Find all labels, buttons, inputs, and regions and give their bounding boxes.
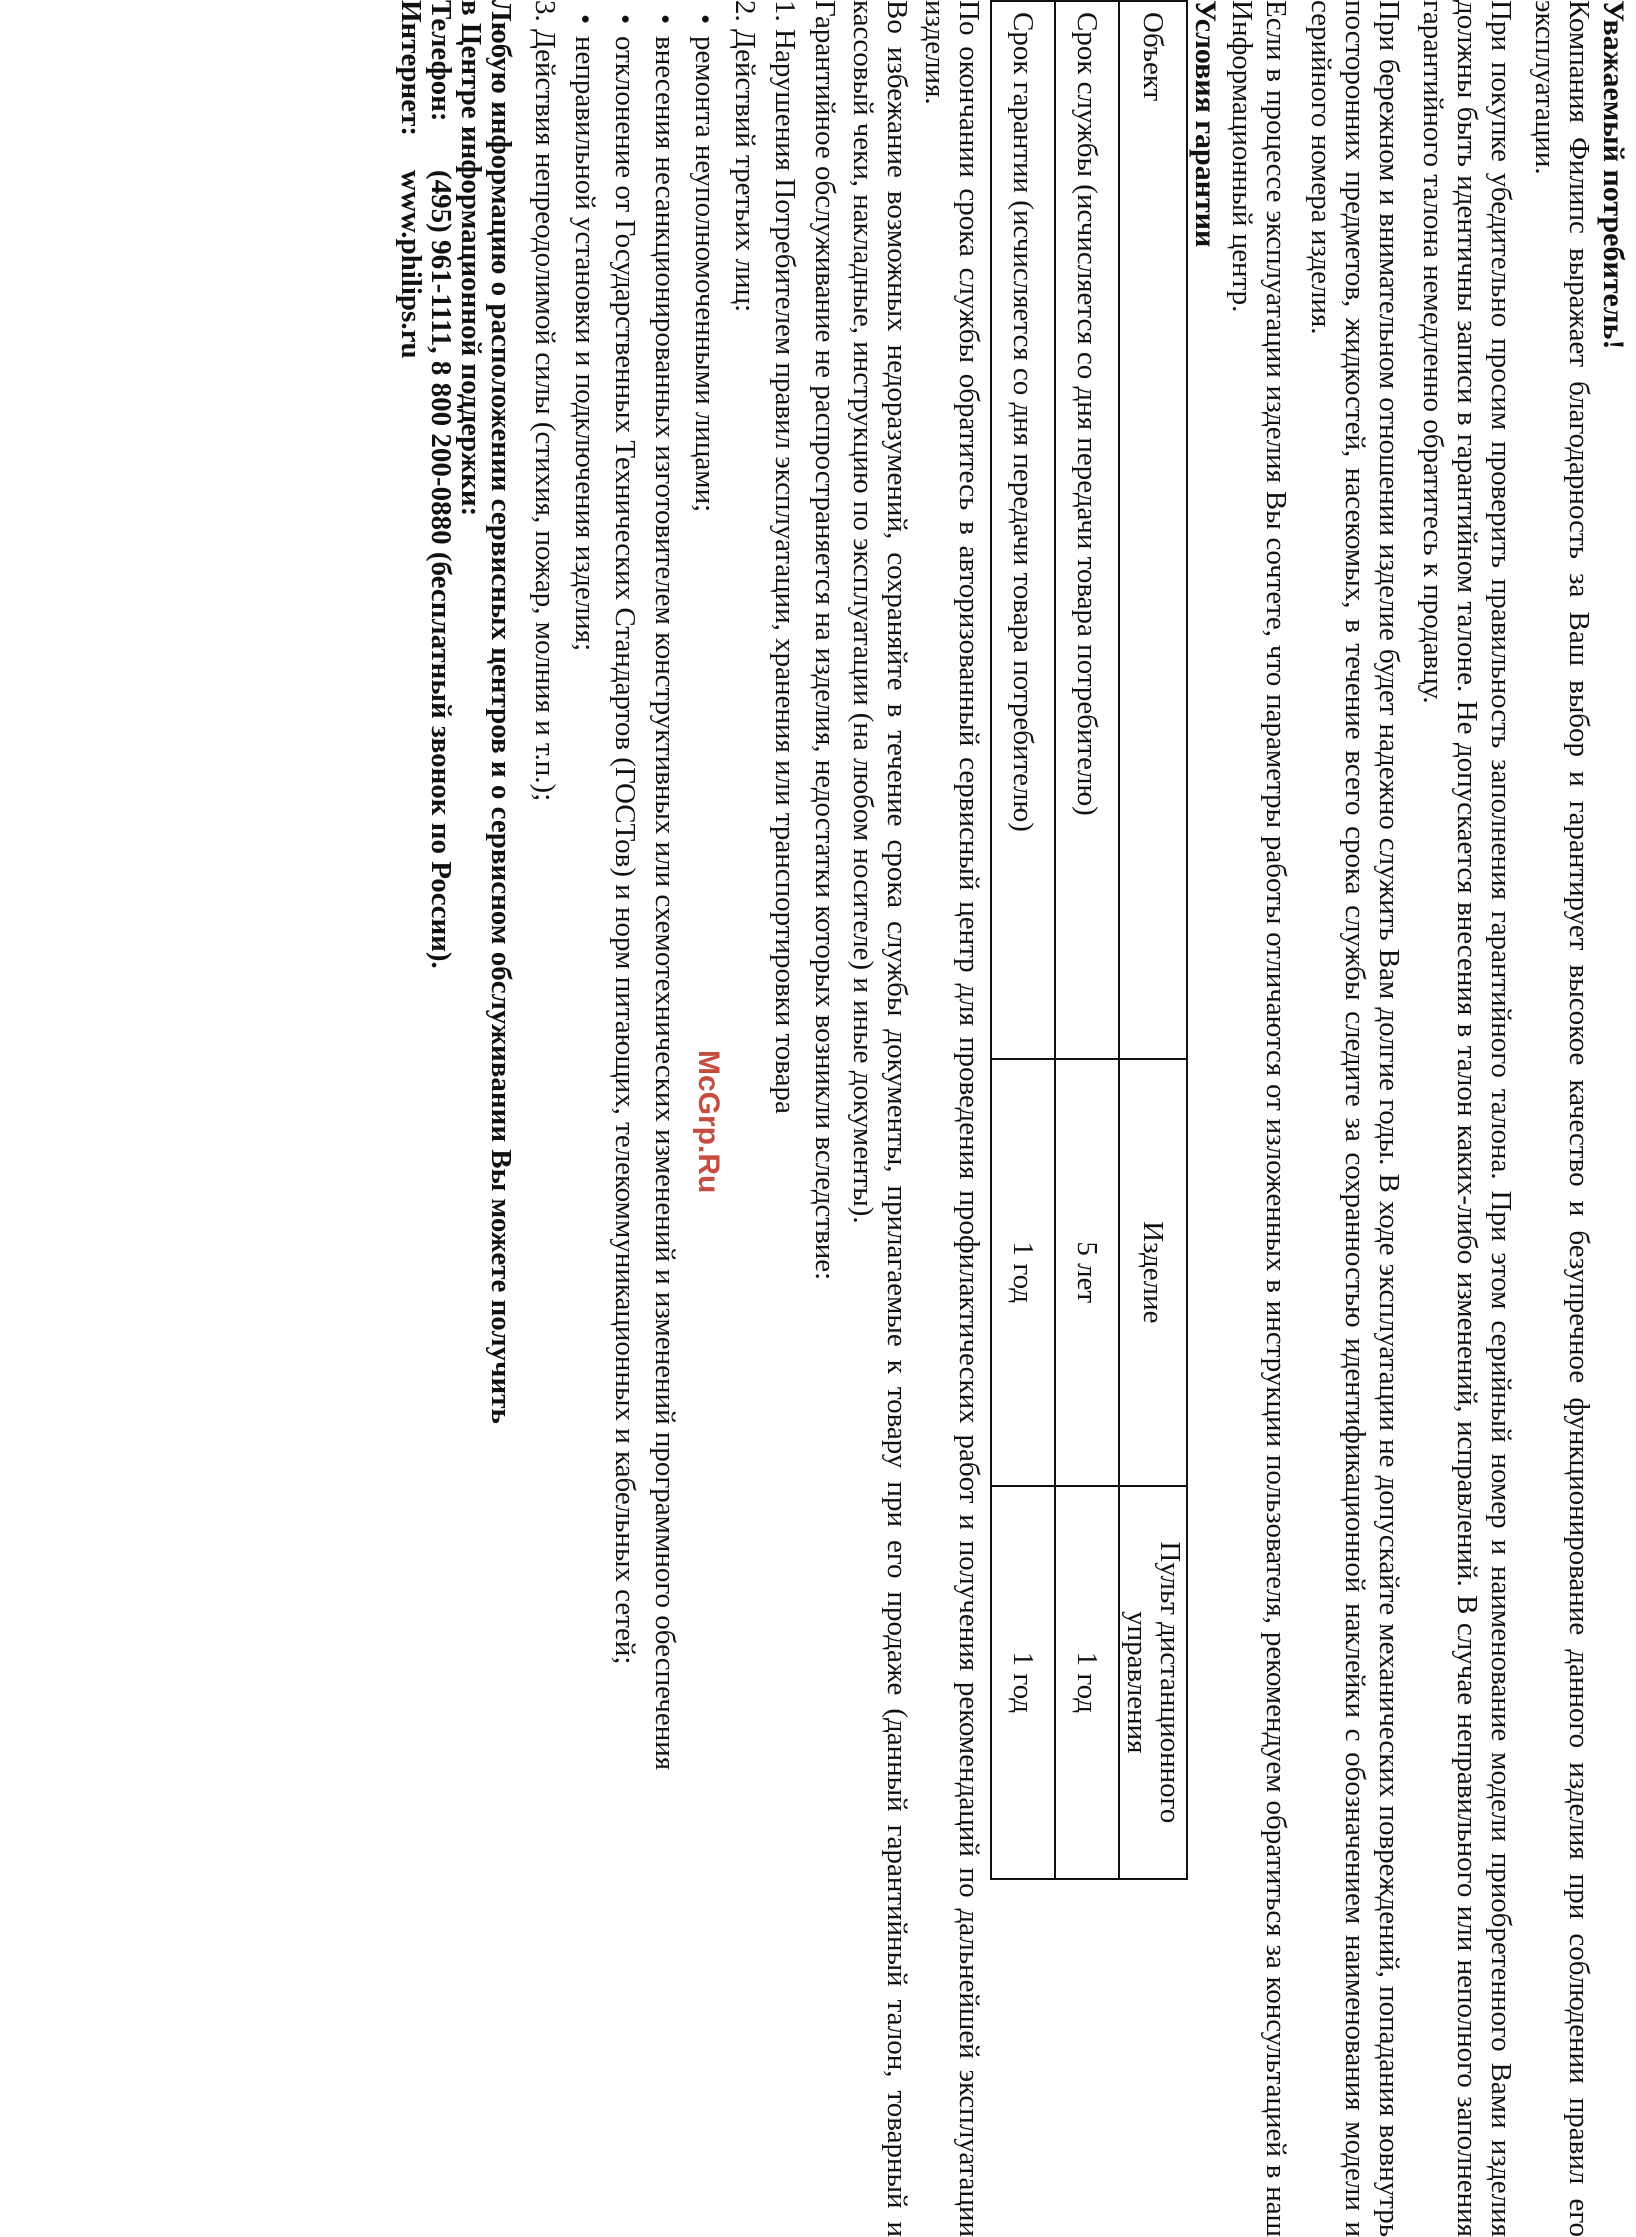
- list-bullet-standards: •отклонение от Государственных Технических Стандартов (ГОСТов) и норм питающих, телекоммуникационных и кабельных сетей;: [609, 14, 641, 1665]
- contact-center: в Центре информационной поддержки:: [455, 0, 487, 517]
- table-header-cell: Пульт дистанционного управления: [1119, 1486, 1187, 1879]
- list-item-violation: 1. Нарушения Потребителем правил эксплуатации, хранения или транспортировки товара: [769, 0, 801, 1114]
- paragraph-keep-documents: Во избежание возможных недоразумений, сохраняйте в течение срока службы документы, прилагаемые к товару при его продаже (данный гарантийный талон, товарный и кассовый чеки, накладные, инструкцию по эксплуатации (на любом носителе) и иные документы).: [847, 0, 913, 2237]
- table-header-cell: Объект: [1119, 1, 1187, 1059]
- paragraph-care: При бережном и внимательном отношении изделие будет надежно служить Вам долгие годы. В ходе эксплуатации не допускайте механических повреждений, попадания вовнутрь посторонних предметов, жидкостей, насекомых, в течение всего срока службы следите за сохранностью идентификационной наклейки с обозначением наименования модели и серийного номера изделия.: [1305, 0, 1405, 2237]
- paragraph-consult: Если в процессе эксплуатации изделия Вы сочтете, что параметры работы отличаются от изложенных в инструкции пользователя, рекомендуем обратиться за консультацией в наш Информационный центр.: [1226, 0, 1292, 2237]
- bullet-icon: •: [609, 14, 641, 25]
- warranty-table: [990, 0, 1188, 1880]
- bullet-icon: •: [569, 14, 601, 25]
- list-bullet-unauthorized-repair: •ремонта неуполномоченными лицами;: [689, 14, 721, 513]
- table-cell: 1 год: [991, 1486, 1055, 1879]
- table-row: [991, 1, 1055, 1879]
- table-header-row: [1119, 1, 1187, 1879]
- contact-internet: [394, 0, 428, 359]
- greeting-heading: Уважаемый потребитель!: [1597, 0, 1630, 350]
- list-item-third-parties: 2. Действий третьих лиц:: [729, 0, 761, 313]
- paragraph-check-card: При покупке убедительно просим проверить правильность заполнения гарантийного талона. При этом серийный номер и наименование модели приобретенного Вами изделия должны быть идентичны записи в гарантийном талоне. Не допускается внесения в талон каких-либо изменений, исправлений. В случае неправильного или неполного заполнения гарантийного талона немедленно обратитесь к продавцу.: [1417, 0, 1517, 2237]
- table-cell: Срок гарантии (исчисляется со дня передачи товара потребителю): [991, 1, 1055, 1059]
- list-bullet-installation: •неправильной установки и подключения изделия;: [569, 14, 601, 652]
- bullet-icon: •: [689, 14, 721, 25]
- paragraph-exclusions-intro: Гарантийное обслуживание не распространяется на изделия, недостатки которых возникли вследствие:: [809, 0, 841, 1281]
- phone-value: (495) 961-1111, 8 800 200-0880 (бесплатный звонок по России).: [425, 170, 457, 969]
- watermark-logo: McGrp.Ru: [692, 1050, 725, 1194]
- table-row: [1055, 1, 1119, 1879]
- phone-label: Телефон:: [425, 0, 457, 122]
- table-cell: 5 лет: [1055, 1059, 1119, 1486]
- list-item-force-majeure: 3. Действия непреодолимой силы (стихия, пожар, молния и т.п.);: [529, 0, 561, 802]
- internet-label: Интернет:: [395, 0, 427, 136]
- list-bullet-unauthorized-changes: •внесения несанкционированных изготовителем конструктивных или схемотехнических изменений и изменений программного обеспечения: [649, 14, 681, 1771]
- paragraph-end-of-service: По окончании срока службы обратитесь в авторизованный сервисный центр для проведения профилактических работ и получения рекомендаций по дальнейшей эксплуатации изделия.: [919, 0, 985, 2237]
- table-cell: Срок службы (исчисляется со дня передачи товара потребителю): [1055, 1, 1119, 1059]
- table-header-cell: Изделие: [1119, 1059, 1187, 1486]
- table-cell: 1 год: [1055, 1486, 1119, 1879]
- contact-phone: [424, 0, 458, 969]
- internet-link[interactable]: www.philips.ru: [395, 170, 427, 359]
- paragraph-thanks: Компания Филипс выражает благодарность за Ваш выбор и гарантирует высокое качество и безупречное функционирование данного изделия при соблюдении правил его эксплуатации.: [1529, 0, 1595, 2237]
- warranty-heading: Условия гарантии: [1189, 0, 1222, 248]
- table-cell: 1 год: [991, 1059, 1055, 1486]
- bullet-icon: •: [649, 14, 681, 25]
- contact-intro: Любую информацию о расположении сервисных центров и о сервисном обслуживании Вы можете получить: [485, 0, 517, 1424]
